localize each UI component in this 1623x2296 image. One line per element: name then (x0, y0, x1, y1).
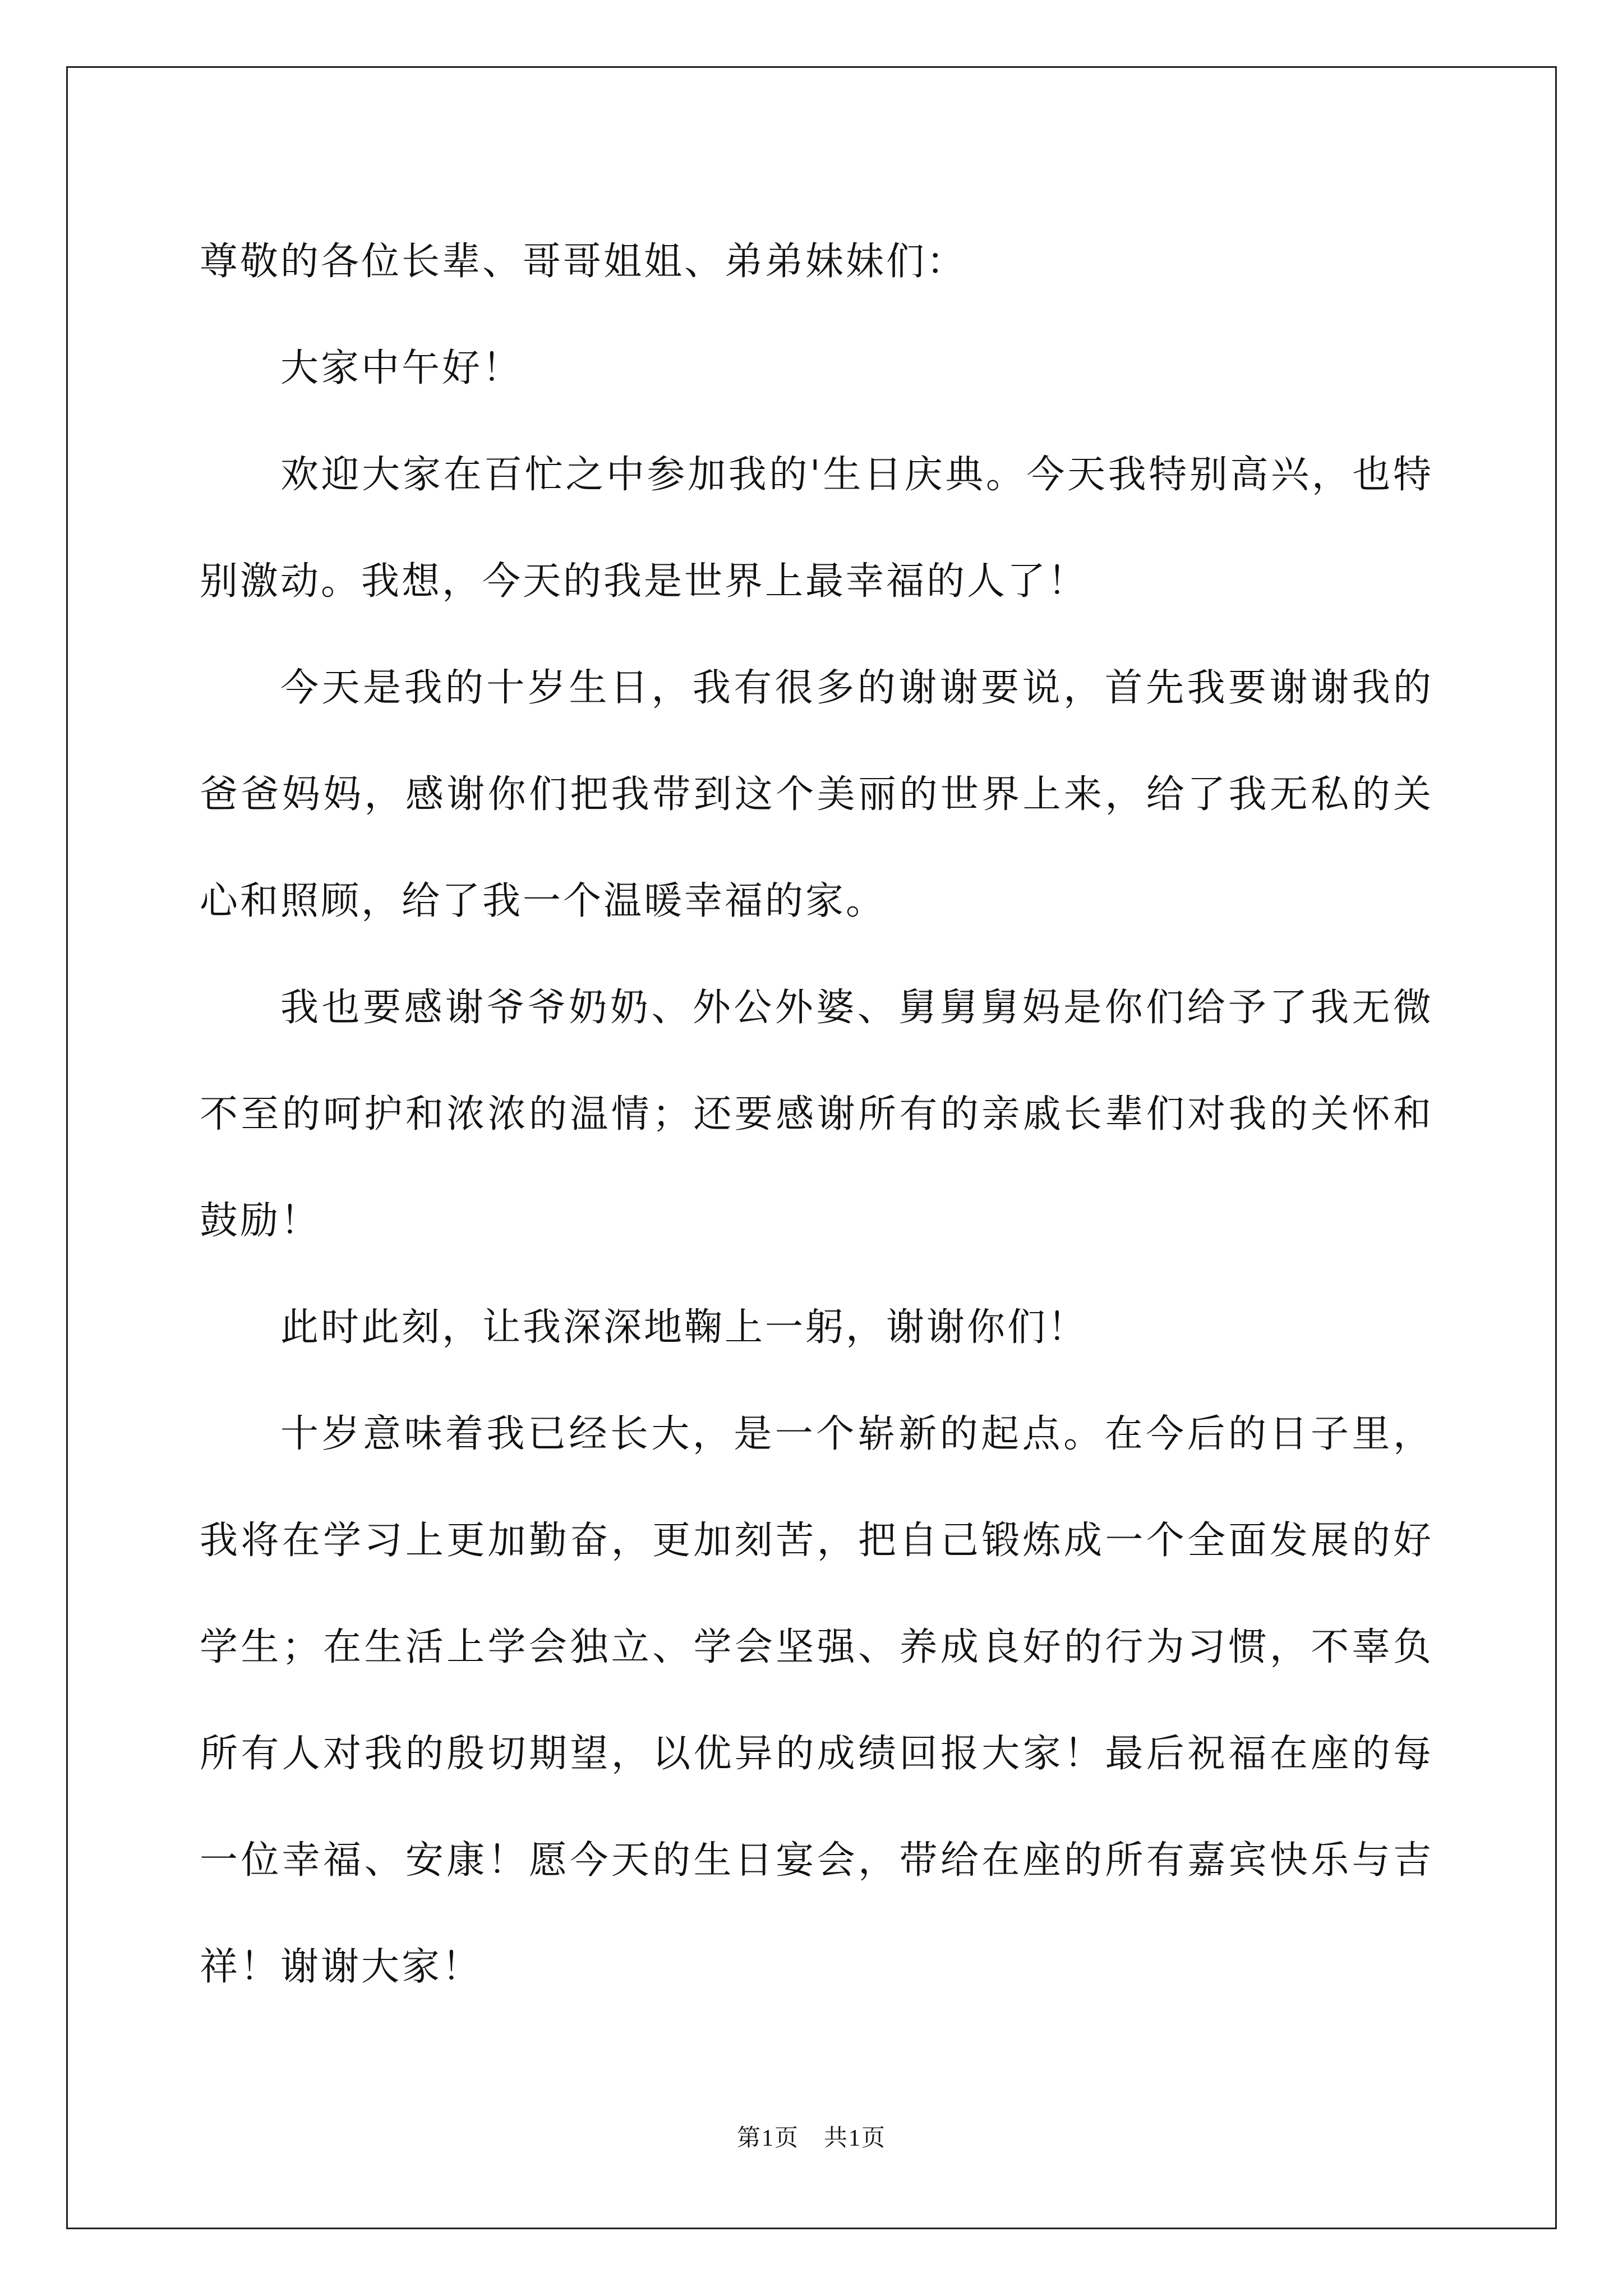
salutation-paragraph: 尊敬的各位长辈、哥哥姐姐、弟弟妹妹们： (200, 240, 967, 284)
bow-paragraph: 此时此刻，让我深深地鞠上一躬，谢谢你们！ (280, 1305, 1089, 1350)
document-body (200, 209, 1433, 2021)
page-number-footer: 第1页 共1页 (736, 2125, 886, 2151)
closing-paragraph: 十岁意味着我已经长大，是一个崭新的起点。在今后的日子里，我将在学习上更加勤奋，更加刻苦，把自己锻炼成一个全面发展的好学生；在生活上学会独立、学会坚强、养成良好的行为习惯，不辜负所有人对我的殷切期望，以优异的成绩回报大家！最后祝福在座的每一位幸福、安康！愿今天的生日宴会，带给在座的所有嘉宾快乐与吉祥！谢谢大家！ (200, 1412, 1433, 1989)
welcome-paragraph: 欢迎大家在百忙之中参加我的'生日庆典。今天我特别高兴，也特别激动。我想，今天的我是世界上最幸福的人了！ (200, 453, 1433, 604)
thanks-relatives-paragraph: 我也要感谢爷爷奶奶、外公外婆、舅舅舅妈是你们给予了我无微不至的呵护和浓浓的温情；还要感谢所有的亲戚长辈们对我的关怀和鼓励！ (200, 986, 1433, 1243)
thanks-parents-paragraph: 今天是我的十岁生日，我有很多的谢谢要说，首先我要谢谢我的爸爸妈妈，感谢你们把我带到这个美丽的世界上来，给了我无私的关心和照顾，给了我一个温暖幸福的家。 (200, 666, 1433, 923)
greeting-paragraph: 大家中午好！ (280, 346, 523, 390)
